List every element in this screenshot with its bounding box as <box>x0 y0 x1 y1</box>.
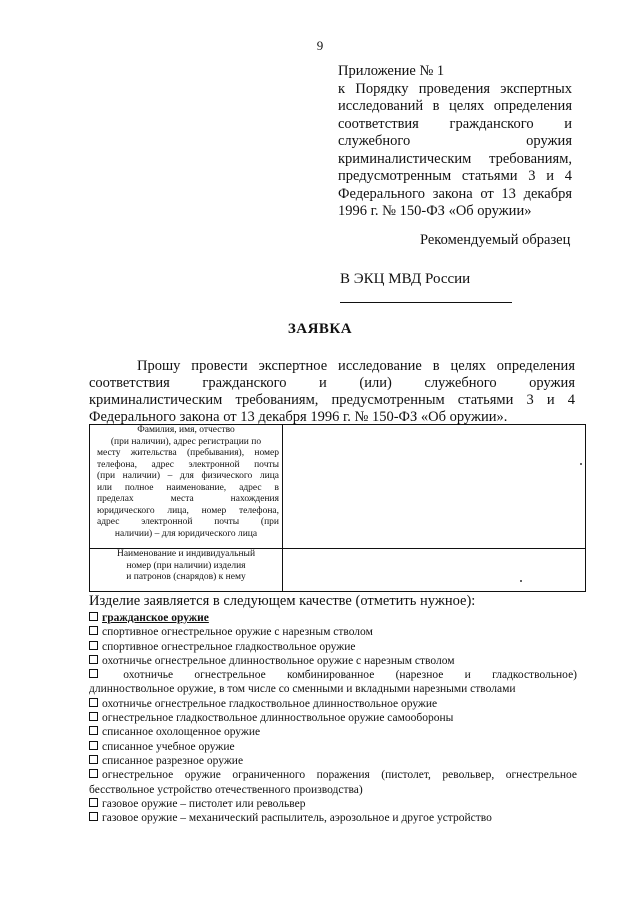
addressee-underline <box>340 302 512 303</box>
checkbox-icon[interactable] <box>89 669 98 678</box>
annex-line: Приложение № 1 <box>338 63 445 79</box>
annex-line: 1996 г. № 150-ФЗ «Об оружии» <box>338 203 532 219</box>
annex-line: предусмотренным статьями 3 и 4 <box>338 168 572 184</box>
item-value-cell[interactable] <box>283 549 586 592</box>
checkbox-icon[interactable] <box>89 626 98 635</box>
annex-line: Федерального закона от 13 декабря <box>338 185 572 202</box>
application-table <box>89 424 586 592</box>
label-line: адрес электронной почты (при <box>97 517 279 527</box>
request-line: Федерального закона от 13 декабря 1996 г. № 150-ФЗ «Об оружии». <box>89 409 508 425</box>
option-decommissioned-training[interactable]: списанное учебное оружие <box>89 740 577 754</box>
page-number: 9 <box>316 38 324 53</box>
recommended-sample-label: Рекомендуемый образец <box>420 232 571 248</box>
checkbox-icon[interactable] <box>89 641 98 650</box>
applicant-value-cell[interactable] <box>283 425 586 549</box>
checkbox-icon[interactable] <box>89 798 98 807</box>
applicant-row <box>90 425 586 549</box>
option-decommissioned-blank[interactable]: списанное охолощенное оружие <box>89 725 577 739</box>
scan-speck <box>580 463 582 465</box>
document-title: ЗАЯВКА <box>287 321 353 337</box>
applicant-label-cell <box>90 425 283 549</box>
label-line: Наименование и индивидуальный <box>116 549 256 559</box>
item-row <box>90 549 586 592</box>
request-line: Прошу провести экспертное исследование в целях определения <box>137 358 575 374</box>
label-line: юридического лица, номер телефона, <box>97 505 279 516</box>
option-civil-weapon[interactable]: гражданское оружие <box>89 611 577 625</box>
label-line: месту жительства (пребывания), номер <box>97 448 279 458</box>
checkbox-icon[interactable] <box>89 655 98 664</box>
label-line: пределах места нахождения <box>97 494 279 504</box>
item-label-cell <box>90 549 283 592</box>
annex-line: исследований в целях определения <box>338 98 572 114</box>
scan-speck <box>520 580 522 582</box>
checkbox-icon[interactable] <box>89 769 98 778</box>
option-sport-smoothbore[interactable]: спортивное огнестрельное гладкоствольное оружие <box>89 640 577 654</box>
annex-line: служебного оружия <box>338 133 572 149</box>
option-limited-lethality[interactable]: огнестрельное оружие ограниченного поражения (пистолет, револьвер, огнестрельное <box>89 768 577 782</box>
checkbox-icon[interactable] <box>89 755 98 764</box>
label-line: номер (при наличии) изделия <box>126 560 246 571</box>
option-hunting-combined-continued: длинноствольное оружие, в том числе со сменными и вкладными нарезными стволами <box>89 683 516 696</box>
label-line: Фамилия, имя, отчество <box>137 425 235 435</box>
annex-line: криминалистическим требованиям, <box>338 150 572 167</box>
label-line: наличии) – для юридического лица <box>114 528 258 539</box>
options-list <box>89 611 577 825</box>
annex-heading <box>338 63 572 221</box>
addressee: В ЭКЦ МВД России <box>340 271 471 287</box>
annex-line: к Порядку проведения экспертных <box>338 80 572 97</box>
label-line: или полное наименование, адрес в <box>97 482 279 493</box>
checkbox-icon[interactable] <box>89 712 98 721</box>
option-hunting-rifled[interactable]: охотничье огнестрельное длинноствольное оружие с нарезным стволом <box>89 654 577 668</box>
checkbox-icon[interactable] <box>89 726 98 735</box>
quality-heading: Изделие заявляется в следующем качестве (отметить нужное): <box>89 593 476 609</box>
option-decommissioned-cutaway[interactable]: списанное разрезное оружие <box>89 754 577 768</box>
label-line: и патронов (снарядов) к нему <box>126 572 246 582</box>
request-line: соответствия гражданского и (или) служебного оружия <box>89 375 575 391</box>
option-gas-sprayer[interactable]: газовое оружие – механический распылитель, аэрозольное и другое устройство <box>89 811 577 825</box>
checkbox-icon[interactable] <box>89 741 98 750</box>
request-line: криминалистическим требованиям, предусмотренным статьями 3 и 4 <box>89 392 575 408</box>
option-gas-pistol[interactable]: газовое оружие – пистолет или револьвер <box>89 797 577 811</box>
option-hunting-smoothbore[interactable]: охотничье огнестрельное гладкоствольное длинноствольное оружие <box>89 697 577 711</box>
label-line: (при наличии) – для физического лица <box>97 471 279 481</box>
option-limited-lethality-continued: бесствольное устройство отечественного производства) <box>89 783 363 796</box>
checkbox-icon[interactable] <box>89 612 98 621</box>
option-hunting-combined[interactable]: охотничье огнестрельное комбинированное (нарезное и гладкоствольное) <box>89 668 577 682</box>
request-paragraph <box>89 358 575 426</box>
option-self-defense-smoothbore[interactable]: огнестрельное гладкоствольное длинноствольное оружие самообороны <box>89 711 577 725</box>
label-line: (при наличии), адрес регистрации по <box>110 436 262 447</box>
label-line: телефона, адрес электронной почты <box>97 459 279 470</box>
checkbox-icon[interactable] <box>89 698 98 707</box>
checkbox-icon[interactable] <box>89 812 98 821</box>
option-sport-rifled[interactable]: спортивное огнестрельное оружие с нарезным стволом <box>89 625 577 639</box>
annex-line: соответствия гражданского и <box>338 115 572 132</box>
